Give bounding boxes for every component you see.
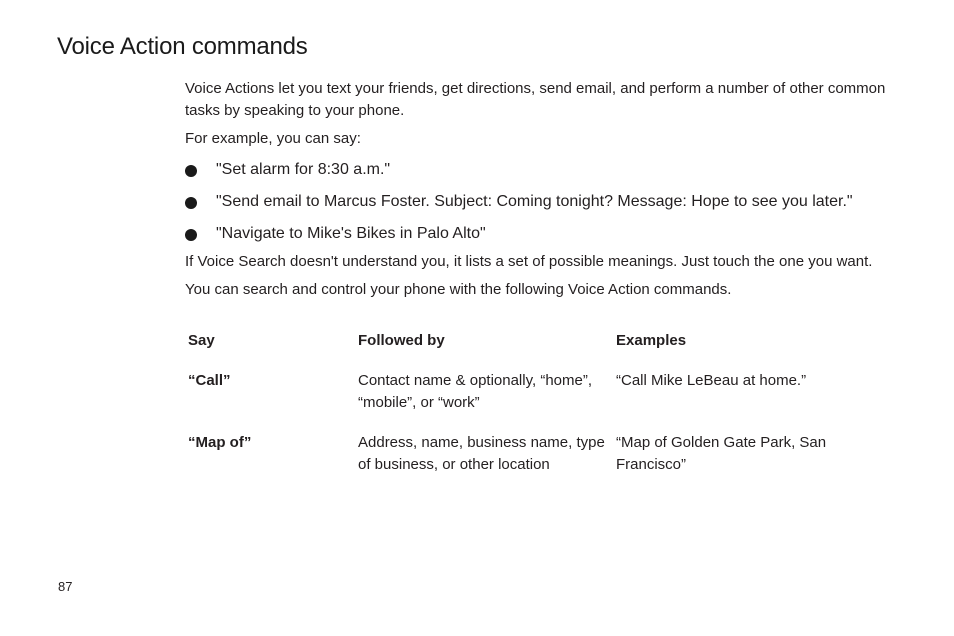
example-text: "Set alarm for 8:30 a.m.": [216, 161, 391, 178]
header-followed-by: Followed by: [358, 332, 445, 349]
example-cell: “Call Mike LeBeau at home.”: [616, 372, 807, 389]
header-examples: Examples: [616, 332, 687, 349]
example-text: "Navigate to Mike's Bikes in Palo Alto": [216, 225, 486, 242]
say-cell: “Call”: [188, 372, 231, 389]
bullet-icon: [185, 197, 197, 209]
page-number: 87: [58, 579, 73, 594]
commands-lead-paragraph: You can search and control your phone with the following Voice Action commands.: [185, 281, 732, 298]
example-cell: “Map of Golden Gate Park, San Francisco”: [616, 434, 827, 473]
list-item: [185, 191, 910, 213]
list-item: [185, 159, 910, 181]
table-row: [185, 432, 871, 494]
header-say: Say: [188, 332, 215, 349]
followed-by-cell: Contact name & optionally, “home”, “mobile”, or “work”: [358, 372, 593, 411]
body-text: [185, 78, 910, 301]
example-text: "Send email to Marcus Foster. Subject: Coming tonight? Message: Hope to see you later.": [216, 193, 853, 210]
list-item: [185, 223, 910, 245]
intro-paragraph: Voice Actions let you text your friends, get directions, send email, and perform a number of other common tasks by speaking to your phone.: [185, 80, 886, 119]
say-cell: “Map of”: [188, 434, 252, 451]
followed-by-cell: Address, name, business name, type of business, or other location: [358, 434, 605, 473]
table-header-row: [185, 330, 871, 370]
example-lead-paragraph: For example, you can say:: [185, 130, 361, 147]
page-title: Voice Action commands: [57, 33, 308, 60]
bullet-icon: [185, 229, 197, 241]
commands-table: [185, 330, 871, 494]
table-row: [185, 370, 871, 432]
example-list: [185, 159, 910, 245]
clarification-paragraph: If Voice Search doesn't understand you, it lists a set of possible meanings. Just touch the one you want.: [185, 253, 873, 270]
bullet-icon: [185, 165, 197, 177]
